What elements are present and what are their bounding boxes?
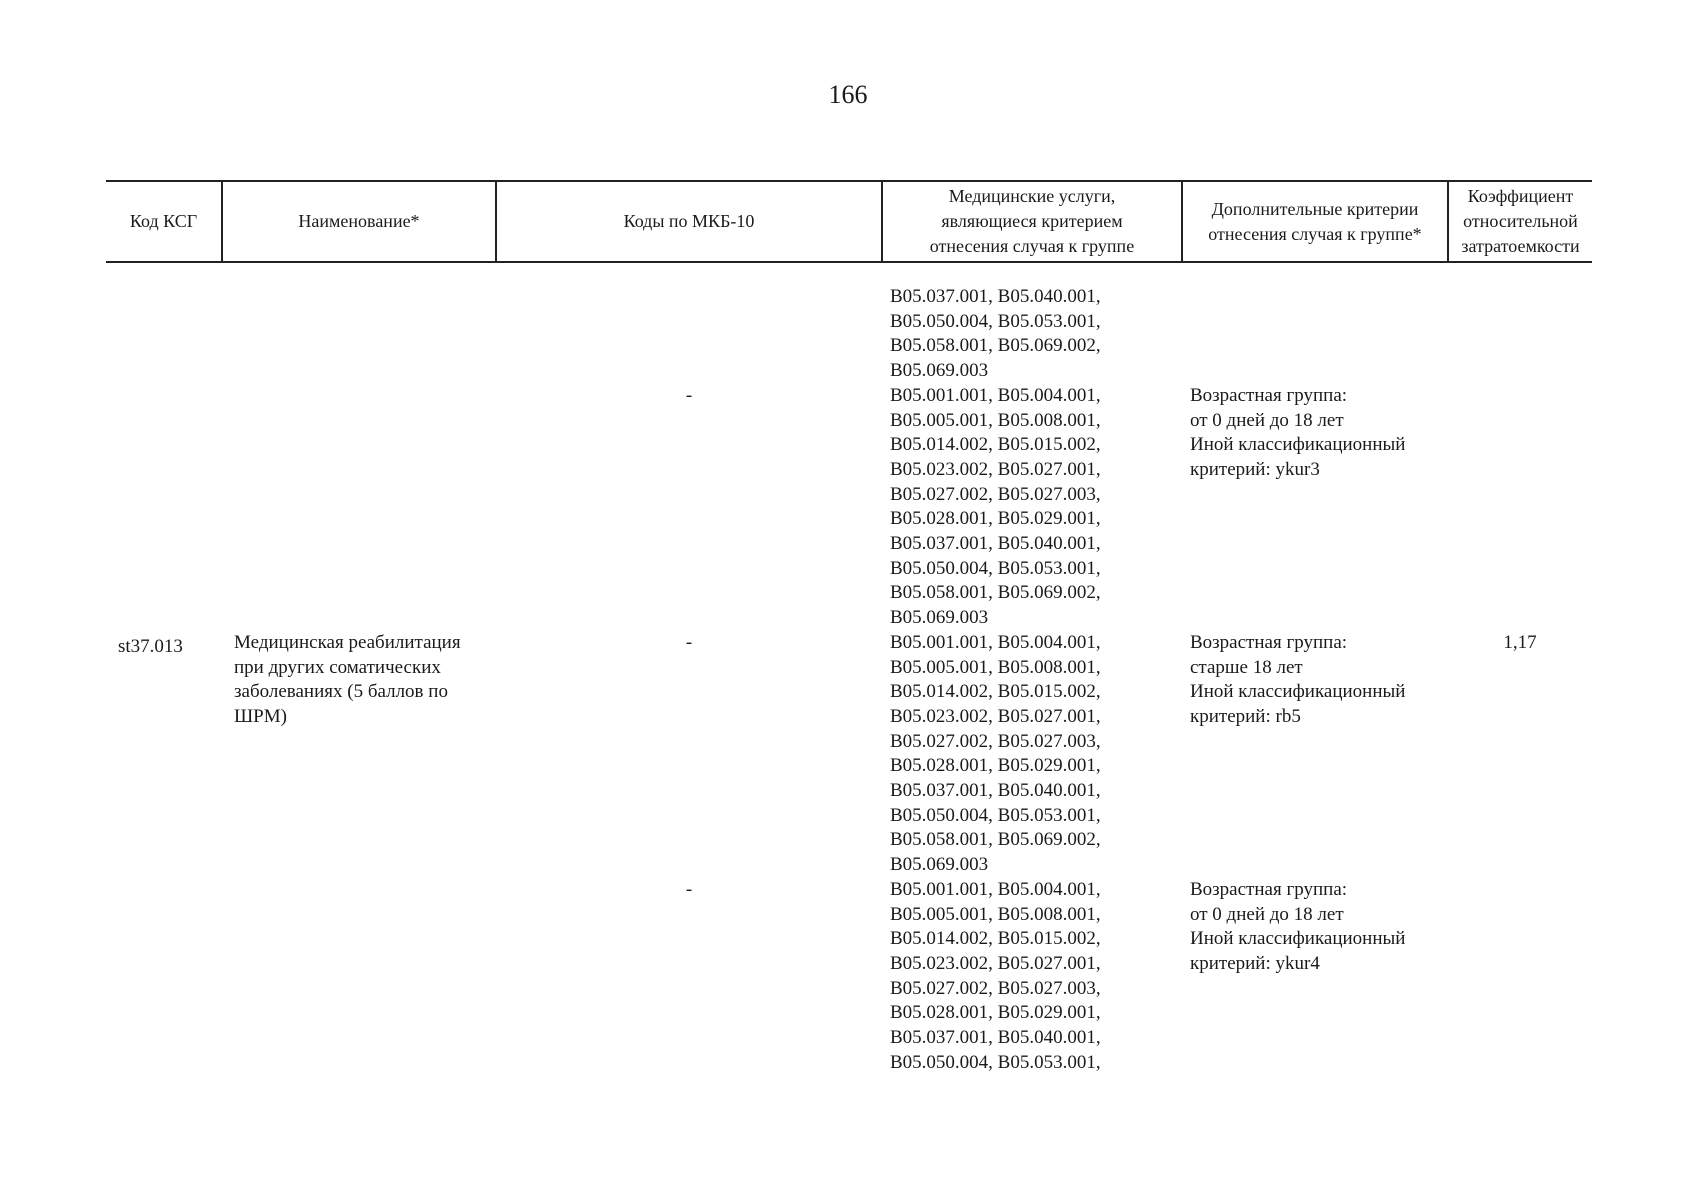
row-coef: [1448, 878, 1592, 1076]
row-name: [222, 878, 496, 1076]
row-icd: [496, 285, 882, 384]
row-name: [222, 384, 496, 631]
row-coef: [1448, 285, 1592, 384]
row-code: [106, 384, 222, 631]
page-number: 166: [828, 80, 868, 109]
row-coef: 1,17: [1503, 631, 1537, 653]
table-row: [106, 384, 1592, 631]
table-row: [106, 631, 1592, 878]
row-criteria: Возрастная группа: от 0 дней до 18 лет Иной классификационный критерий: ykur4: [1190, 878, 1406, 974]
row-code: [106, 878, 222, 1076]
row-coef: [1448, 384, 1592, 631]
row-services: B05.037.001, B05.040.001, B05.050.004, B05.053.001, B05.058.001, B05.069.002, B05.069.003: [890, 286, 1101, 382]
row-services: B05.001.001, B05.004.001, B05.005.001, B05.008.001, B05.014.002, B05.015.002, B05.023.002, B05.027.001, B05.027.002, B05.027.003, B05.028.001, B05.029.001, B05.037.001, B05.040.001, B05.050.004, B05.053.001, B05.058.001, B05.069.002, B05.069.003: [890, 631, 1101, 876]
row-icd: -: [685, 631, 693, 653]
table-row: [106, 285, 1592, 384]
header-code: Код КСГ: [106, 181, 222, 262]
header-services: Медицинские услуги, являющиеся критерием отнесения случая к группе: [882, 181, 1182, 262]
row-name: [222, 285, 496, 384]
header-icd: Коды по МКБ-10: [496, 181, 882, 262]
row-criteria: Возрастная группа: от 0 дней до 18 лет Иной классификационный критерий: ykur3: [1190, 384, 1406, 480]
table-row: [106, 878, 1592, 1076]
header-coef: Коэффициент относительной затратоемкости: [1448, 181, 1592, 262]
row-code: st37.013: [118, 635, 183, 657]
header-criteria: Дополнительные критерии отнесения случая к группе*: [1182, 181, 1448, 262]
row-criteria: [1182, 285, 1448, 384]
row-services: B05.001.001, B05.004.001, B05.005.001, B05.008.001, B05.014.002, B05.015.002, B05.023.002, B05.027.001, B05.027.002, B05.027.003, B05.028.001, B05.029.001, B05.037.001, B05.040.001, B05.050.004, B05.053.001, B05.058.001, B05.069.002, B05.069.003: [890, 384, 1101, 629]
header-name: Наименование*: [222, 181, 496, 262]
row-name: Медицинская реабилитация при других соматических заболеваниях (5 баллов по ШРМ): [234, 631, 461, 727]
row-services: B05.001.001, B05.004.001, B05.005.001, B05.008.001, B05.014.002, B05.015.002, B05.023.002, B05.027.001, B05.027.002, B05.027.003, B05.028.001, B05.029.001, B05.037.001, B05.040.001, B05.050.004, B05.053.001,: [890, 878, 1101, 1073]
row-criteria: Возрастная группа: старше 18 лет Иной классификационный критерий: rb5: [1190, 631, 1406, 727]
table-header-row: [106, 181, 1592, 262]
row-code: [106, 285, 222, 384]
row-icd: -: [685, 384, 693, 406]
ksg-table: [106, 180, 1592, 1076]
row-icd: -: [685, 878, 693, 900]
